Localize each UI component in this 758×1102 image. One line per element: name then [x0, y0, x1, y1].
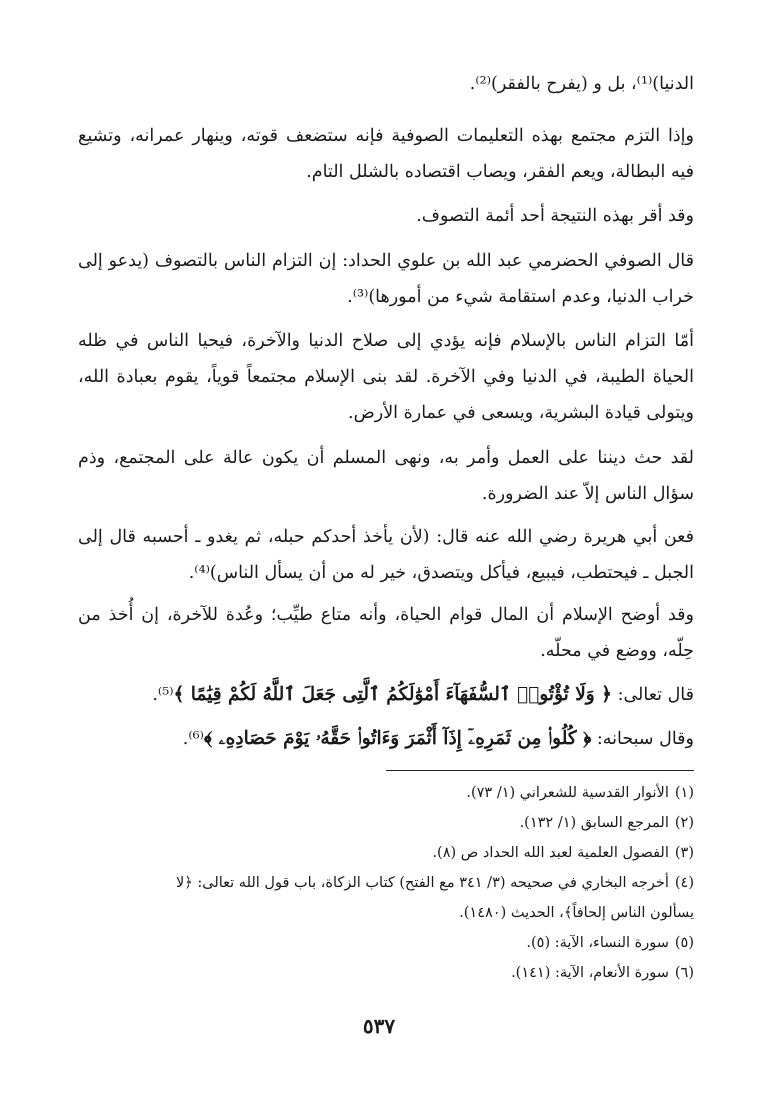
- paragraph-6: لقد حث ديننا على العمل وأمر به، ونهى المسلم أن يكون عالة على المجتمع، وذم سؤال الناس إلاّ عند الضرورة.: [78, 448, 694, 504]
- footnote-number: (٤): [674, 875, 694, 891]
- paragraph-2: وإذا التزم مجتمع بهذه التعليمات الصوفية فإنه ستضعف قوته، وينهار عمرانه، وتشيع فيه البطالة، ويعم الفقر، ويصاب اقتصاده بالشلل التام.: [78, 126, 694, 182]
- footnote-6: [78, 958, 694, 988]
- verse-intro: وقال سبحانه:: [591, 729, 694, 749]
- footnote-4: [78, 868, 694, 898]
- footnote-text: الأنوار القدسية للشعراني (١/ ٧٣).: [466, 785, 669, 801]
- footnote-5: [78, 928, 694, 958]
- paragraph-8: وقد أوضح الإسلام أن المال قوام الحياة، وأنه متاع طيِّب؛ وعُدة للآخرة، إن أُخذ من حِلّه، ووضع في محلّه.: [78, 605, 694, 661]
- quran-text: ﴿ كُلُوا۟ مِن ثَمَرِهِۦٓ إِذَآ أَثْمَرَ وَءَاتُوا۟ حَقَّهُۥ يَوْمَ حَصَادِهِۦ ﴾: [203, 728, 592, 749]
- page-number: ٥٣٧: [362, 1014, 396, 1038]
- footnote-number: (٥): [674, 935, 694, 951]
- footnote-text: المرجع السابق (١/ ١٣٢).: [519, 815, 669, 831]
- footnote-ref: ⁽⁵⁾.: [152, 685, 174, 705]
- footnote-text: أخرجه البخاري في صحيحه (٣/ ٣٤١ مع الفتح) كتاب الزكاة، باب قول الله تعالى: ﴿لا: [175, 875, 669, 891]
- paragraph-1: الدنيا)⁽¹⁾، بل و (يفرح بالفقر)⁽²⁾.: [469, 74, 694, 94]
- footnote-text: الفصول العلمية لعبد الله الحداد ص (٨).: [432, 845, 669, 861]
- footnote-ref: ⁽⁶⁾.: [182, 729, 204, 749]
- footnote-text: سورة النساء، الآية: (٥).: [526, 935, 669, 951]
- paragraph-4: قال الصوفي الحضرمي عبد الله بن علوي الحداد: إن التزام الناس بالتصوف (يدعو إلى خراب الدنيا، وعدم استقامة شيء من أمورها)⁽³⁾.: [78, 251, 694, 307]
- footnote-1: [78, 778, 694, 808]
- footnote-number: (٦): [674, 965, 694, 981]
- footnote-number: (٢): [674, 815, 694, 831]
- paragraph-5: أمّا التزام الناس بالإسلام فإنه يؤدي إلى صلاح الدنيا والآخرة، فيحيا الناس في ظله الحياة الطيبة، في الدنيا وفي الآخرة. لقد بنى الإسلام مجتمعاً قوياً، يقوم بعبادة الله، ويتولى قيادة البشرية، ويسعى في عمارة الأرض.: [78, 331, 694, 423]
- footnote-2: [78, 808, 694, 838]
- footnote-number: (٣): [674, 845, 694, 861]
- footnote-4-continuation: يسألون الناس إلحافاً﴾، الحديث (١٤٨٠).: [459, 905, 694, 921]
- quran-verse-1: [78, 677, 694, 713]
- paragraph-7: فعن أبي هريرة رضي الله عنه قال: (لأن يأخذ أحدكم حبله، ثم يغدو ـ أحسبه قال إلى الجبل ـ فيحتطب، فيبيع، فيأكل ويتصدق، خير له من أن يسأل الناس)⁽⁴⁾.: [78, 527, 694, 583]
- paragraph-3: وقد أقر بهذه النتيجة أحد أئمة التصوف.: [416, 206, 694, 226]
- verse-intro: قال تعالى:: [612, 685, 694, 705]
- footnote-divider: [386, 770, 694, 771]
- quran-text: ﴿ وَلَا تُؤْتُوا۟ ٱلسُّفَهَآءَ أَمْوَٰلَكُمُ ٱلَّتِى جَعَلَ ٱللَّهُ لَكُمْ قِيَٰمًا ﴾: [173, 684, 612, 705]
- footnote-3: [78, 838, 694, 868]
- quran-verse-2: [78, 721, 694, 757]
- footnote-number: (١): [674, 785, 694, 801]
- footnote-text: سورة الأنعام، الآية: (١٤١).: [511, 965, 669, 981]
